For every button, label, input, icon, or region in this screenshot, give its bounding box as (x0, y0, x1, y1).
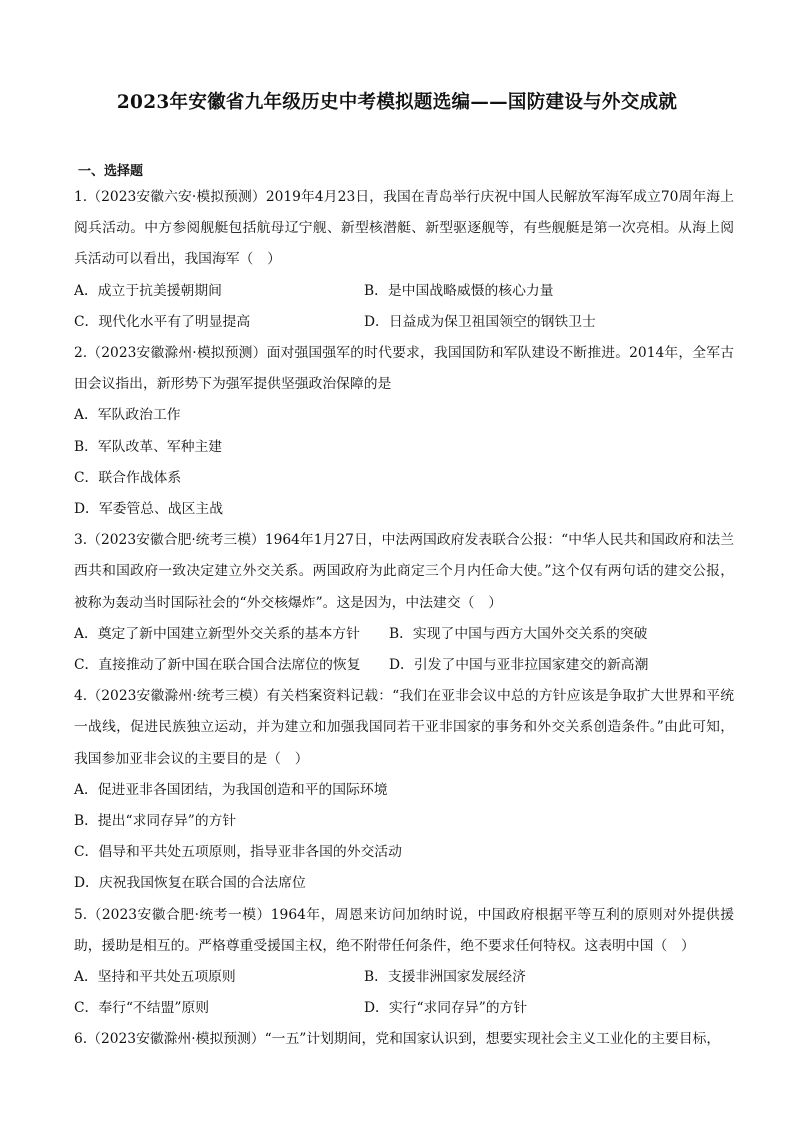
option-a[interactable]: A．成立于抗美援朝期间 (74, 282, 222, 299)
option-b[interactable]: B．实现了中国与西方大国外交关系的突破 (389, 625, 648, 642)
option-b[interactable]: B．军队改革、军种主建 (74, 438, 223, 455)
question-list (74, 182, 734, 1056)
question-stem: 5.（2023安徽合肥·统考一模）1964年，周恩来访问加纳时说，中国政府根据平等互利的原则对外提供援助，援助是相互的。严格尊重受援国主权，绝不附带任何条件，绝不要求任何特权。这表明中国（ ） (74, 906, 734, 954)
option-a[interactable]: A．军队政治工作 (74, 407, 181, 424)
option-d[interactable]: D．引发了中国与亚非拉国家建交的新高潮 (389, 657, 649, 674)
option-c[interactable]: C．直接推动了新中国在联合国合法席位的恢复 (74, 657, 361, 674)
question-3 (74, 525, 734, 681)
option-b[interactable]: B．支援非洲国家发展经济 (364, 969, 526, 986)
question-stem: 2.（2023安徽滁州·模拟预测）面对强国强军的时代要求，我国国防和军队建设不断推进。2014年，全军古田会议指出，新形势下为强军提供坚强政治保障的是 (74, 345, 734, 393)
option-c[interactable]: C．联合作战体系 (74, 469, 182, 486)
option-c[interactable]: C．现代化水平有了明显提高 (74, 313, 251, 330)
question-4 (74, 681, 734, 899)
option-a[interactable]: A．坚持和平共处五项原则 (74, 969, 236, 986)
question-5 (74, 900, 734, 1025)
option-d[interactable]: D．日益成为保卫祖国领空的钢铁卫士 (364, 313, 596, 330)
option-a[interactable]: A．奠定了新中国建立新型外交关系的基本方针 (74, 625, 360, 642)
option-d[interactable]: D．军委管总、战区主战 (74, 501, 224, 518)
page-title: 2023年安徽省九年级历史中考模拟题选编——国防建设与外交成就 (116, 92, 678, 113)
option-c[interactable]: C．奉行“不结盟”原则 (74, 1000, 210, 1017)
question-2 (74, 338, 734, 525)
option-b[interactable]: B．是中国战略威慑的核心力量 (364, 282, 554, 299)
section-heading: 一、选择题 (78, 164, 144, 179)
question-stem: 3.（2023安徽合肥·统考三模）1964年1月27日，中法两国政府发表联合公报：“中华人民共和国政府和法兰西共和国政府一致决定建立外交关系。两国政府为此商定三个月内任命大使。”这个仅有两句话的建交公报，被称为轰动当时国际社会的“外交核爆炸”。这是因为，中法建交（ ） (74, 532, 734, 611)
option-d[interactable]: D．实行“求同存异”的方针 (364, 1000, 528, 1017)
option-b[interactable]: B．提出“求同存异”的方针 (74, 813, 237, 830)
question-1 (74, 182, 734, 338)
option-d[interactable]: D．庆祝我国恢复在联合国的合法席位 (74, 875, 306, 892)
question-stem: 1.（2023安徽六安·模拟预测）2019年4月23日，我国在青岛举行庆祝中国人民解放军海军成立70周年海上阅兵活动。中方参阅舰艇包括航母辽宁舰、新型核潜艇、新型驱逐舰等，有些舰艇是第一次亮相。从海上阅兵活动可以看出，我国海军（ ） (74, 189, 734, 268)
option-c[interactable]: C．倡导和平共处五项原则，指导亚非各国的外交活动 (74, 844, 402, 861)
option-a[interactable]: A．促进亚非各国团结，为我国创造和平的国际环境 (74, 781, 388, 798)
question-stem: 4.（2023安徽滁州·统考三模）有关档案资料记载：“我们在亚非会议中总的方针应该是争取扩大世界和平统一战线，促进民族独立运动，并为建立和加强我国同若干亚非国家的事务和外交关系创造条件。”由此可知，我国参加亚非会议的主要目的是（ ） (74, 688, 734, 767)
question-stem: 6.（2023安徽滁州·模拟预测）“一五”计划期间，党和国家认识到，想要实现社会主义工业化的主要目标， (74, 1031, 721, 1048)
question-6 (74, 1024, 734, 1055)
